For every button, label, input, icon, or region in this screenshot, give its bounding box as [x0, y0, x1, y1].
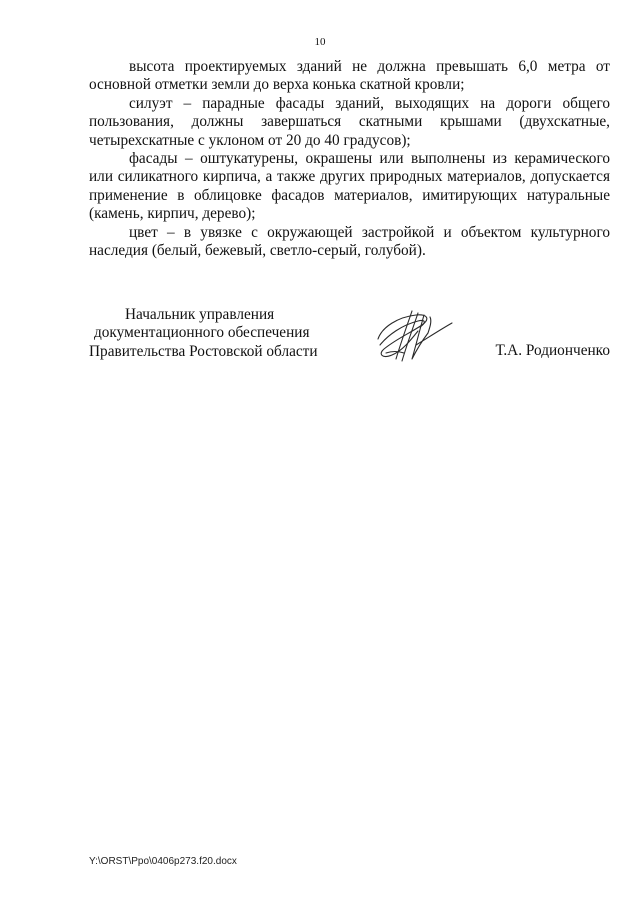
- paragraph-color: цвет – в увязке с окружающей застройкой и объектом культурного наследия (белый, бежевый, светло-серый, голубой).: [89, 223, 610, 260]
- page-number: 10: [314, 36, 326, 48]
- signatory-title-line: Начальник управления: [125, 306, 275, 323]
- handwritten-signature-icon: [372, 305, 462, 367]
- signatory-title-line: документационного обеспечения: [94, 324, 310, 342]
- document-body: [89, 58, 610, 260]
- signatory-title-line: Правительства Ростовской области: [89, 342, 318, 360]
- paragraph-facades: фасады – оштукатурены, окрашены или выполнены из керамического или силикатного кирпича, а также других природных материалов, допускается применение в облицовке фасадов материалов, имитирующих натуральные (камень, кирпич, дерево);: [89, 150, 610, 223]
- paragraph-height: высота проектируемых зданий не должна превышать 6,0 метра от основной отметки земли до верха конька скатной кровли;: [89, 58, 610, 94]
- paragraph-silhouette: силуэт – парадные фасады зданий, выходящих на дороги общего пользования, должны завершаться скатными крышами (двухскатные, четырехскатные с уклоном от 20 до 40 градусов);: [89, 94, 610, 149]
- signatory-title: [89, 306, 318, 361]
- signatory-name: Т.А. Родионченко: [495, 342, 610, 359]
- file-path-footer: Y:\ORST\Ppo\0406p273.f20.docx: [89, 856, 237, 867]
